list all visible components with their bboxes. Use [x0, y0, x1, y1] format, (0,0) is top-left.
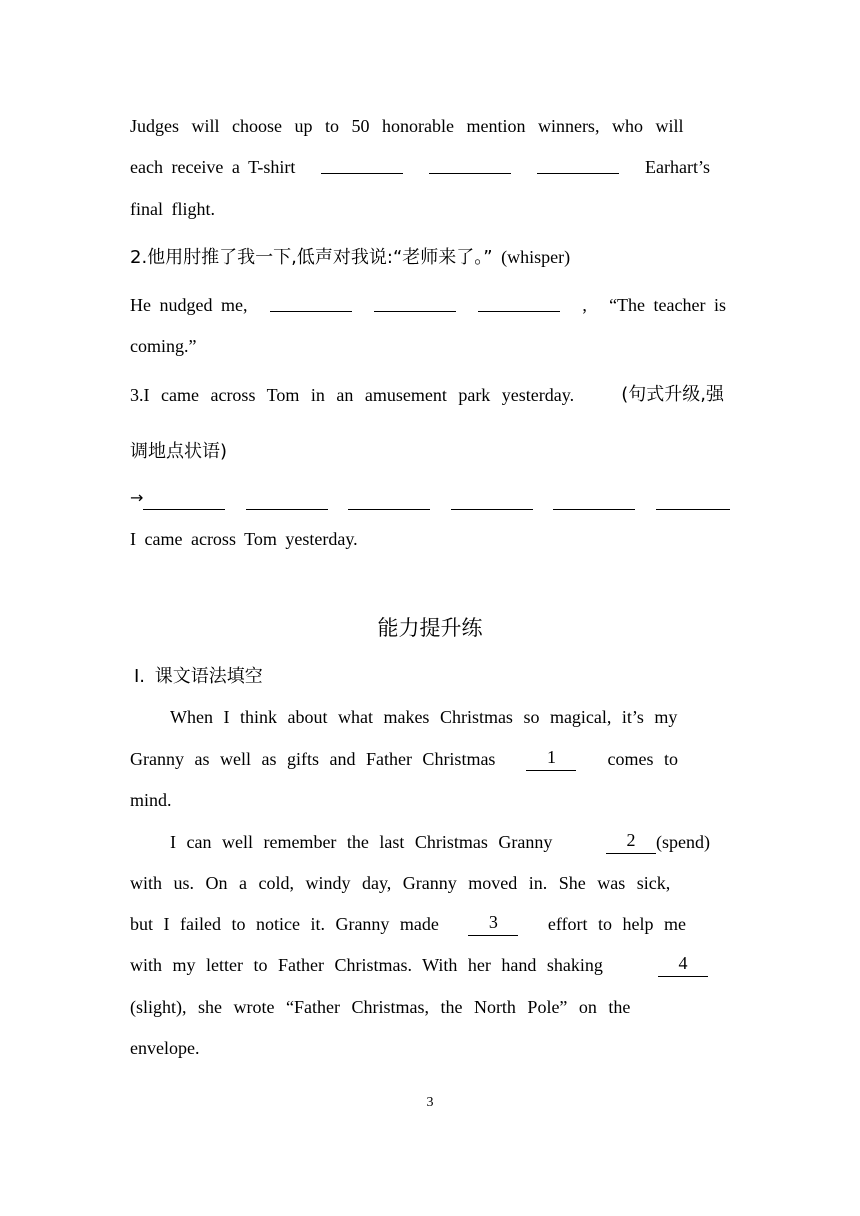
q2-answer-line-2-text: coming.”: [130, 336, 197, 356]
blank-2[interactable]: 2: [606, 830, 656, 854]
answer-blank[interactable]: [270, 293, 352, 312]
section-title: 能力提升练: [377, 616, 483, 640]
q2-prompt: [130, 245, 730, 270]
q1-line-1-text: Judges will choose up to 50 honorable mention winners, who will: [130, 116, 684, 136]
passage-text: with us. On a cold, windy day, Granny moved in. She was sick,: [130, 873, 671, 893]
q2-answer-sep: ,: [582, 295, 587, 315]
answer-blank[interactable]: [374, 293, 456, 312]
q1-line-2-start: each receive a T-shirt: [130, 157, 296, 177]
passage-line: [130, 953, 708, 977]
passage-text: effort to help me: [547, 914, 686, 934]
passage-line: [170, 830, 710, 854]
passage-line: [130, 871, 706, 895]
passage-text: mind.: [130, 790, 172, 810]
passage-line: [170, 705, 726, 729]
answer-blank[interactable]: [348, 491, 430, 510]
q2-answer-line-2: [130, 334, 730, 358]
q3-sentence-text: 3.I came across Tom in an amusement park yesterday.: [130, 385, 575, 405]
q1-line-2: [130, 155, 710, 179]
section-subtitle: [134, 664, 734, 689]
q3-hint-1: (句式升级,强: [621, 384, 724, 405]
passage-line: [130, 995, 690, 1019]
q1-line-3: [130, 197, 730, 221]
passage-line: [130, 747, 678, 771]
blank-4[interactable]: 4: [658, 953, 708, 977]
blank-3[interactable]: 3: [468, 912, 518, 936]
q3-answer-blanks: [130, 486, 730, 510]
passage-text: but I failed to notice it. Granny made: [130, 914, 439, 934]
q1-line-2-end: Earhart’s: [644, 157, 710, 177]
q3-hint-line: [130, 439, 730, 464]
q2-prompt-cn: 2.他用肘推了我一下,低声对我说:“老师来了。”: [130, 247, 493, 268]
blank-1[interactable]: 1: [526, 747, 576, 771]
q1-line-3-text: final flight.: [130, 199, 215, 219]
answer-blank[interactable]: [246, 491, 328, 510]
q3-tail: [130, 527, 730, 551]
q3-sentence: [130, 383, 724, 407]
answer-blank[interactable]: [656, 491, 730, 510]
passage-text: (slight), she wrote “Father Christmas, the North Pole” on the: [130, 997, 631, 1017]
passage-text: with my letter to Father Christmas. With her hand shaking: [130, 955, 603, 975]
answer-blank[interactable]: [451, 491, 533, 510]
q3-hint-2: 调地点状语): [130, 441, 228, 462]
page-number: 3: [426, 1095, 434, 1110]
passage-text: envelope.: [130, 1038, 200, 1058]
q1-line-1: [130, 114, 730, 138]
q2-answer-end: “The teacher is: [609, 295, 726, 315]
answer-blank[interactable]: [553, 491, 635, 510]
q2-answer-start: He nudged me,: [130, 295, 248, 315]
passage-text: (spend): [656, 832, 710, 852]
passage-line: [130, 1036, 730, 1060]
answer-blank[interactable]: [478, 293, 560, 312]
arrow-icon: →: [130, 488, 144, 507]
q3-tail-text: I came across Tom yesterday.: [130, 529, 358, 549]
passage-line: [130, 788, 730, 812]
answer-blank[interactable]: [143, 491, 225, 510]
answer-blank[interactable]: [429, 155, 511, 174]
passage-text: When I think about what makes Christmas so magical, it’s my: [170, 707, 678, 727]
passage-line: [130, 912, 686, 936]
section-subtitle-text: Ⅰ. 课文语法填空: [134, 666, 263, 687]
answer-blank[interactable]: [321, 155, 403, 174]
q2-answer-line: [130, 293, 726, 317]
passage-text: I can well remember the last Christmas Granny: [170, 832, 553, 852]
q2-prompt-hint: (whisper): [501, 247, 571, 267]
passage-text: Granny as well as gifts and Father Christmas: [130, 749, 496, 769]
passage-text: comes to: [607, 749, 678, 769]
answer-blank[interactable]: [537, 155, 619, 174]
